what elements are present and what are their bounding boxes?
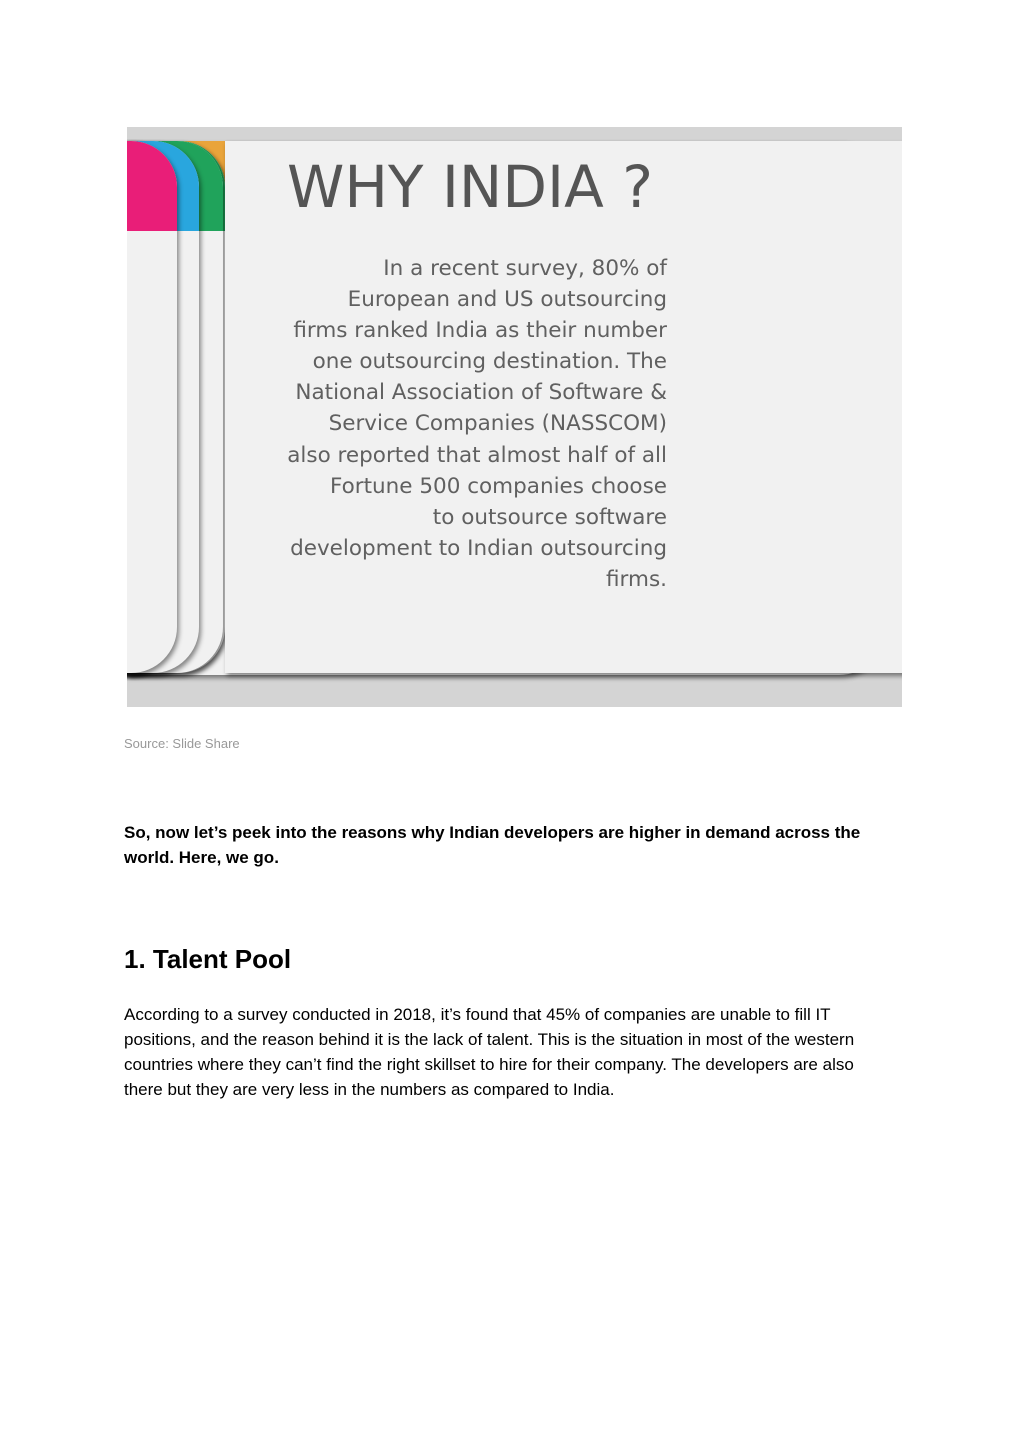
slide-body-line: firms. xyxy=(606,566,667,592)
slide-left-tab-pink-band xyxy=(127,141,177,231)
image-caption: Source: Slide Share xyxy=(124,736,240,751)
slide-body-line: also reported that almost half of all xyxy=(287,442,667,468)
section-paragraph: According to a survey conducted in 2018, it’s found that 45% of companies are unable to fill IT positions, and the reason behind it is the lack of talent. This is the situation in most of the western countries where they can’t find the right skillset to hire for their company. The developers are also there but they are very less in the numbers as compared to India. xyxy=(124,1005,855,1099)
section-heading: 1. Talent Pool xyxy=(124,944,292,974)
slide-body-line: Service Companies (NASSCOM) xyxy=(328,411,667,437)
slide-body-line: to outsource software xyxy=(432,504,667,530)
slide-body-text xyxy=(247,253,667,595)
slide-body-line: European and US outsourcing xyxy=(347,287,667,313)
slide-body-line: Fortune 500 companies choose xyxy=(330,473,667,499)
lead-paragraph: So, now let’s peek into the reasons why Indian developers are higher in demand across the world. Here, we go. xyxy=(124,823,861,867)
slide-body-line: development to Indian outsourcing xyxy=(290,535,667,561)
slide-body-line: In a recent survey, 80% of xyxy=(383,256,667,281)
why-india-slide-image xyxy=(127,127,902,707)
slide-left-tab-pink xyxy=(127,141,177,673)
slide-body-line: National Association of Software & xyxy=(295,380,667,406)
slide-title: WHY INDIA ? xyxy=(287,153,653,221)
slide-body-line: firms ranked India as their number xyxy=(293,318,667,344)
slide-body-line: one outsourcing destination. The xyxy=(312,349,667,375)
